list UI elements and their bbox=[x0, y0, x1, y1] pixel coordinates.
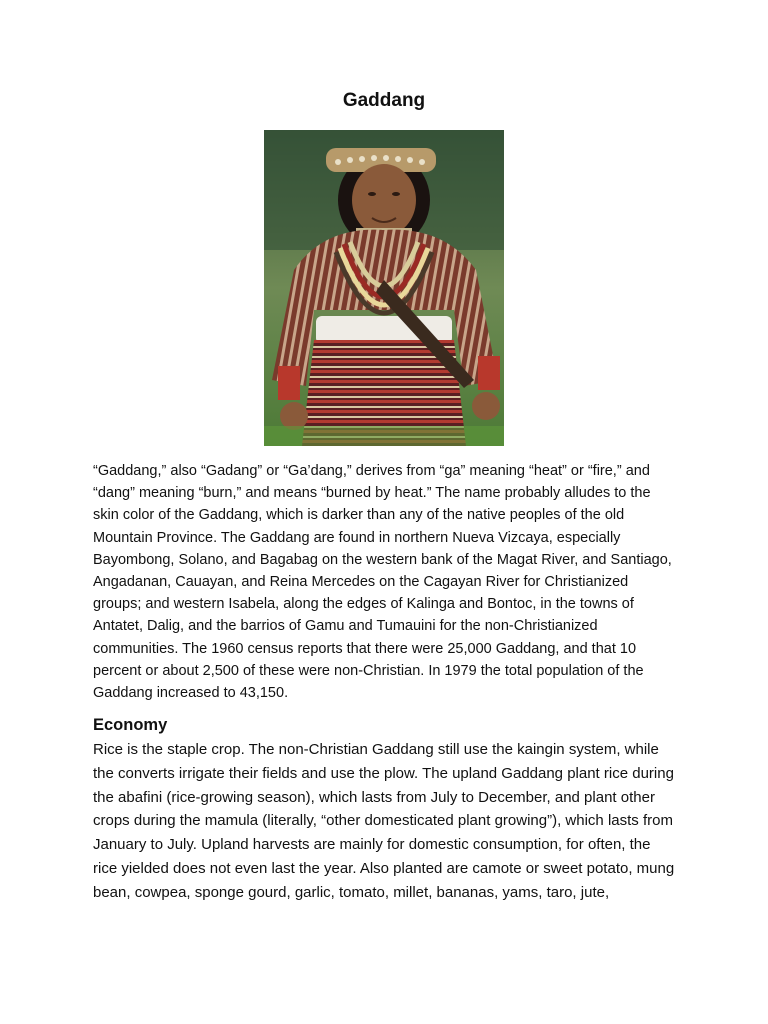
economy-paragraph: Rice is the staple crop. The non-Christian Gaddang still use the kaingin system, while the converts irrigate their fields and use the plow. The upland Gaddang plant rice during the abafini (rice-growing season), which lasts from July to December, and plant other crops during the mamula (literally, “other domesticated plant growing”), which lasts from January to July. Upland harvests are mainly for domestic consumption, for often, the rice yielded does not even last the year. Also planted are camote or sweet potato, mung bean, cowpea, sponge gourd, garlic, tomato, millet, bananas, yams, taro, jute, bbox=[93, 741, 675, 901]
portrait-photo bbox=[264, 130, 504, 446]
intro-paragraph: “Gaddang,” also “Gadang” or “Ga’dang,” derives from “ga” meaning “heat” or “fire,” and “dang” meaning “burn,” and means “burned by heat.” The name probably alludes to the skin color of the Gaddang, which is darker than any of the native peoples of the old Mountain Province. The Gaddang are found in northern Nueva Vizcaya, especially Bayombong, Solano, and Bagabag on the western bank of the Magat River, and Santiago, Angadanan, Cauayan, and Reina Mercedes on the Cagayan River for Christianized groups; and western Isabela, along the edges of Kalinga and Bontoc, in the towns of Antatet, Dalig, and the barrios of Gamu and Tumauini for the non-Christianized communities. The 1960 census reports that there were 25,000 Gaddang, and that 10 percent or about 2,500 of these were non-Christian. In 1979 the total population of the Gaddang increased to 43,150. bbox=[93, 463, 672, 702]
page-title: Gaddang bbox=[342, 90, 426, 111]
section-heading-economy: Economy bbox=[93, 716, 168, 734]
